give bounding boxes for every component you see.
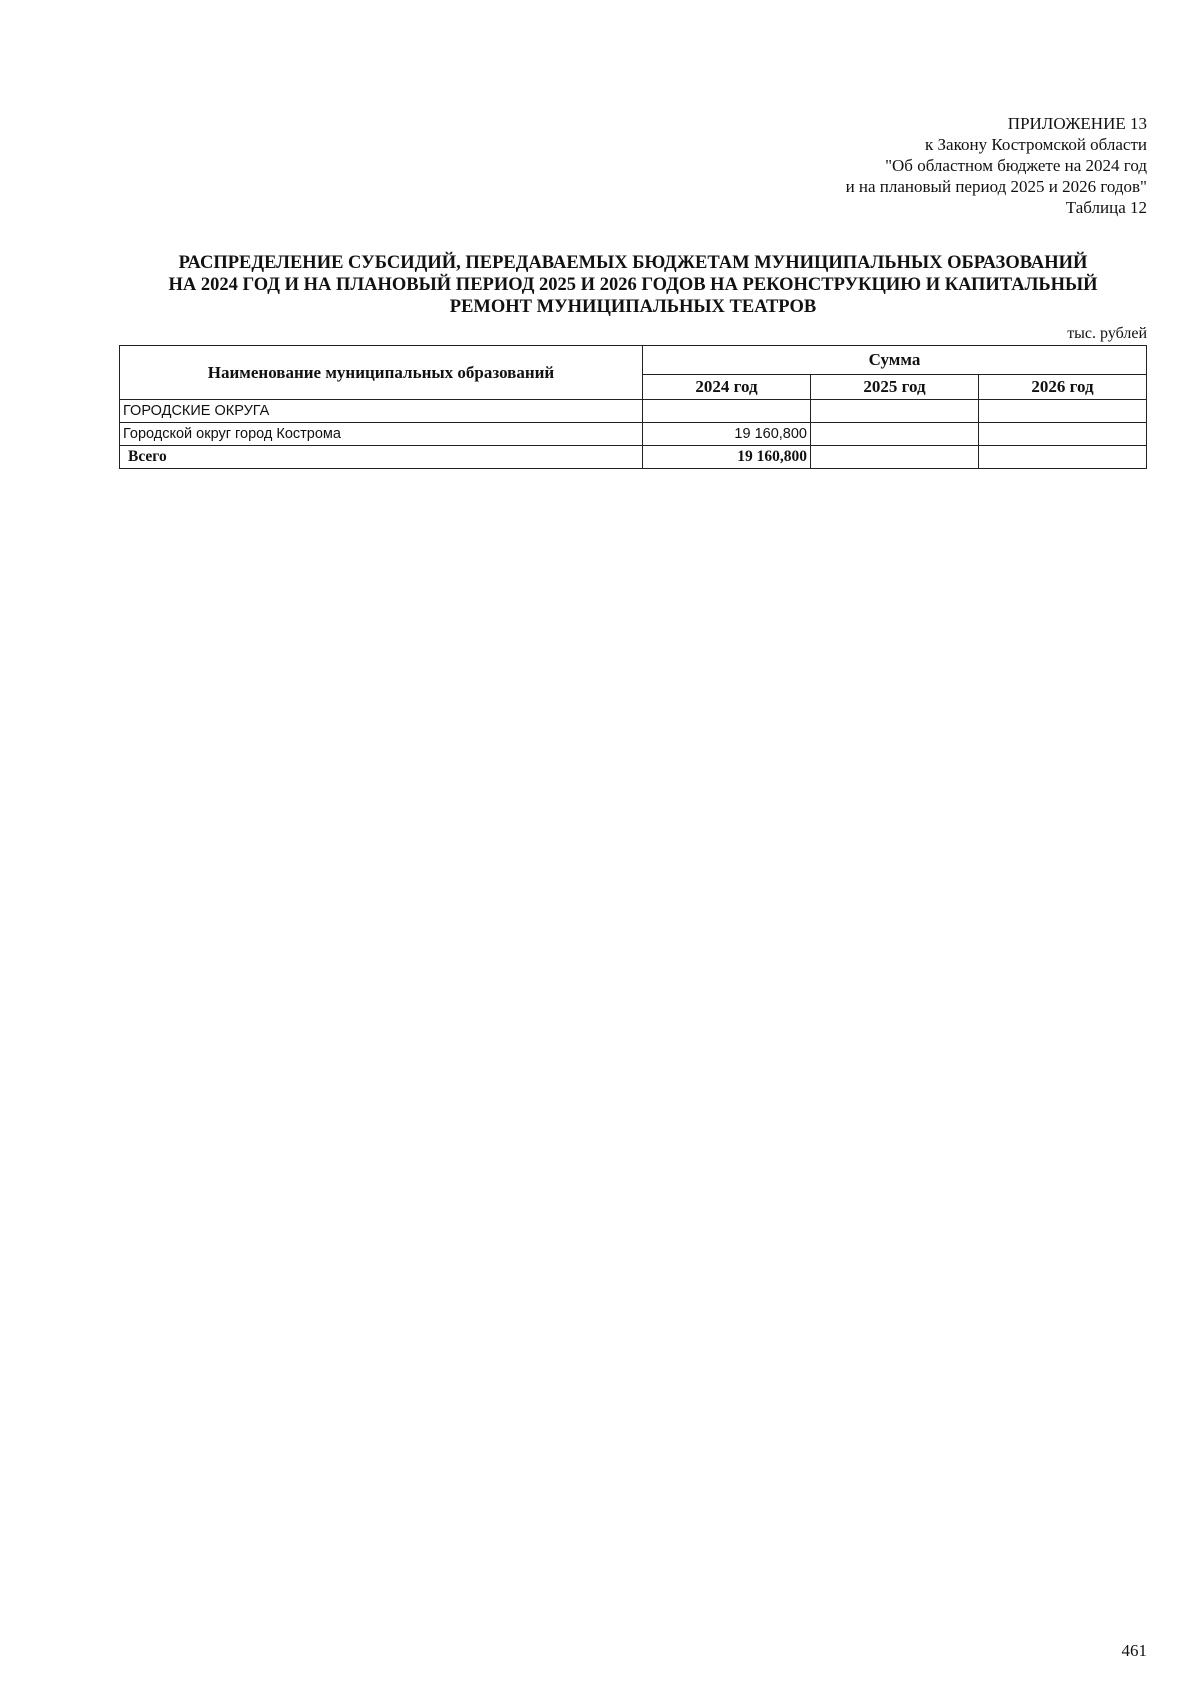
table-row <box>120 423 1147 446</box>
col-header-year: 2025 год <box>811 375 979 400</box>
appendix-line: к Закону Костромской области <box>925 135 1147 154</box>
table-row <box>120 400 1147 423</box>
title-line: РЕМОНТ МУНИЦИПАЛЬНЫХ ТЕАТРОВ <box>449 297 817 317</box>
total-value-2024: 19 160,800 <box>643 446 811 469</box>
col-header-year: 2026 год <box>979 375 1147 400</box>
appendix-line: и на плановый период 2025 и 2026 годов" <box>845 177 1147 196</box>
row-value-2026 <box>979 400 1147 423</box>
page-number: 461 <box>1121 1641 1147 1660</box>
title-line: РАСПРЕДЕЛЕНИЕ СУБСИДИЙ, ПЕРЕДАВАЕМЫХ БЮДЖЕТАМ МУНИЦИПАЛЬНЫХ ОБРАЗОВАНИЙ <box>178 253 1088 273</box>
table-header-row <box>120 346 1147 375</box>
title-line: НА 2024 ГОД И НА ПЛАНОВЫЙ ПЕРИОД 2025 И 2026 ГОДОВ НА РЕКОНСТРУКЦИЮ И КАПИТАЛЬНЫЙ <box>168 275 1098 295</box>
subsidy-table <box>119 345 1147 469</box>
row-value-2025 <box>811 423 979 446</box>
total-value-2026 <box>979 446 1147 469</box>
units-label: тыс. рублей <box>1067 325 1147 342</box>
row-value-2024: 19 160,800 <box>643 423 811 446</box>
col-header-sum: Сумма <box>643 346 1147 375</box>
document-title <box>118 252 1148 318</box>
appendix-line: "Об областном бюджете на 2024 год <box>885 156 1147 175</box>
total-row <box>120 446 1147 469</box>
appendix-header <box>846 113 1147 218</box>
col-header-name: Наименование муниципальных образований <box>120 346 643 400</box>
row-value-2026 <box>979 423 1147 446</box>
row-name: Городской округ город Кострома <box>120 423 643 446</box>
row-value-2025 <box>811 400 979 423</box>
appendix-line: Таблица 12 <box>1065 198 1147 217</box>
col-header-year: 2024 год <box>643 375 811 400</box>
total-value-2025 <box>811 446 979 469</box>
row-name: ГОРОДСКИЕ ОКРУГА <box>120 400 643 423</box>
appendix-line: ПРИЛОЖЕНИЕ 13 <box>1007 114 1147 133</box>
total-label: Всего <box>120 446 643 469</box>
row-value-2024 <box>643 400 811 423</box>
